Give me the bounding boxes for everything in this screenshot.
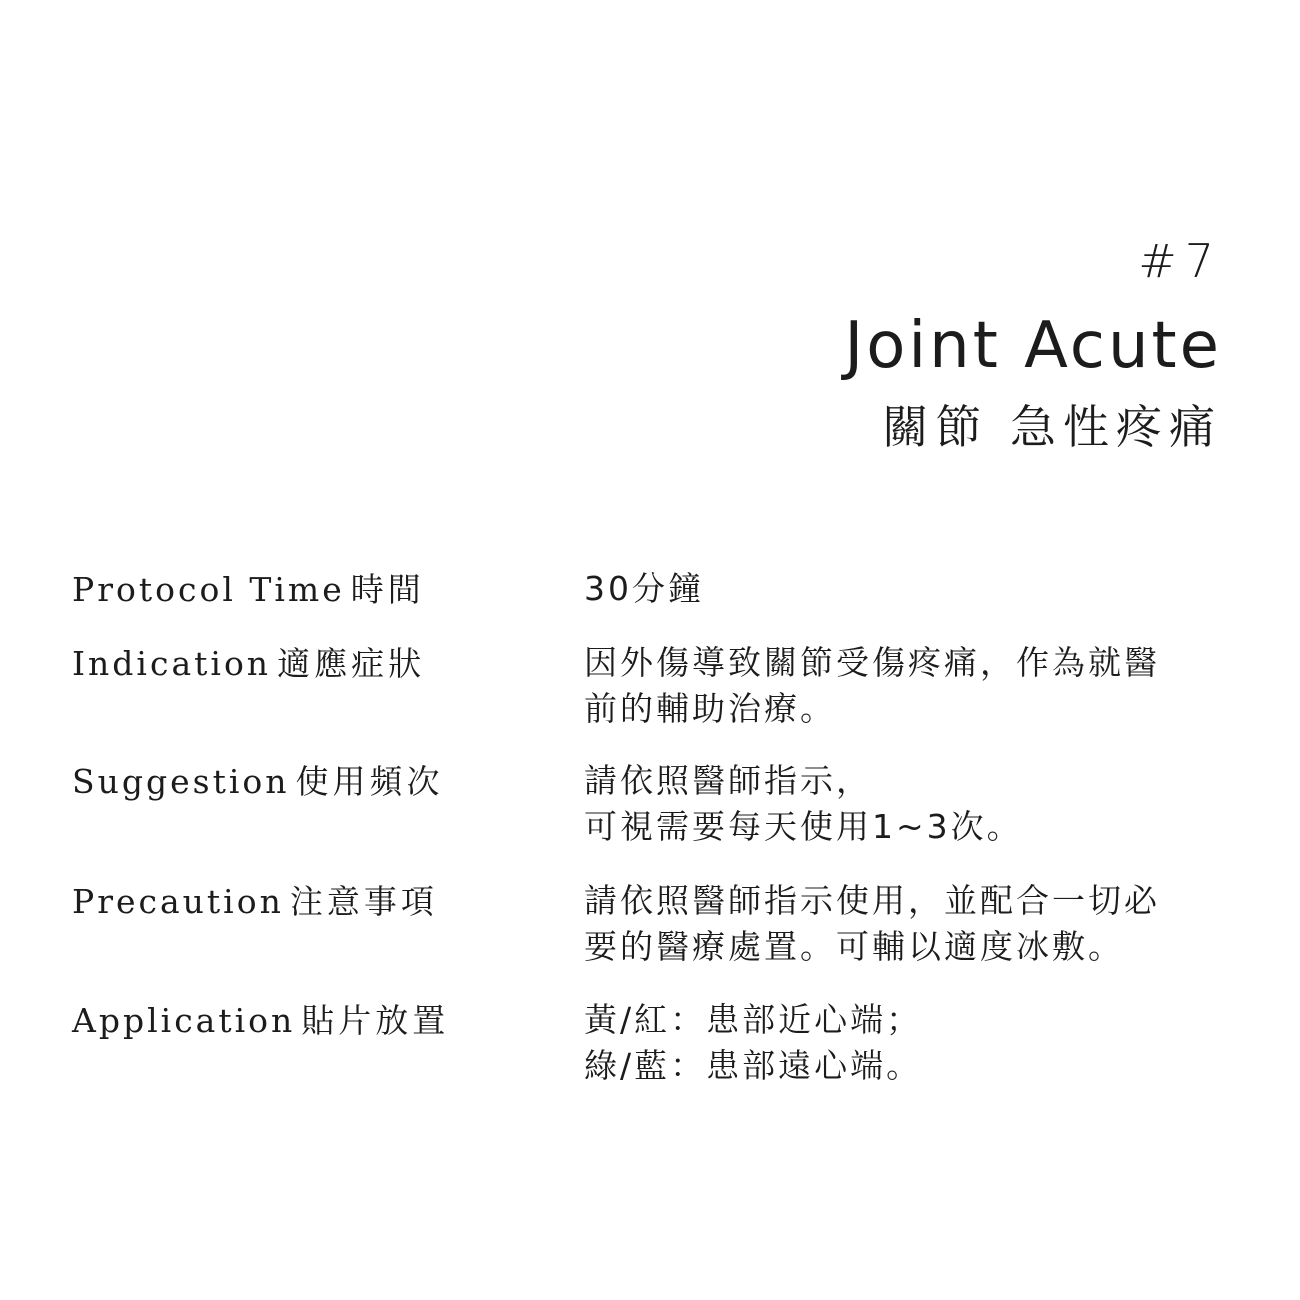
label-english: Suggestion	[72, 762, 290, 801]
label-chinese: 使用頻次	[295, 762, 444, 801]
label-english: Indication	[72, 644, 272, 683]
row-label	[72, 644, 425, 685]
row-value	[584, 878, 1234, 970]
title-english: Joint Acute	[844, 309, 1222, 383]
value-line: 30分鐘	[584, 569, 704, 608]
row-label	[72, 882, 438, 923]
row-value	[584, 566, 1234, 612]
value-line: 因外傷導致關節受傷疼痛，作為就醫	[584, 643, 1160, 682]
label-chinese: 時間	[350, 570, 425, 609]
value-line: 請依照醫師指示使用，並配合一切必	[584, 881, 1160, 920]
label-english: Protocol Time	[72, 570, 345, 609]
value-line: 可視需要每天使用1~3次。	[584, 807, 1023, 846]
label-chinese: 貼片放置	[301, 1001, 450, 1040]
label-english: Application	[72, 1001, 296, 1040]
label-chinese: 適應症狀	[277, 644, 426, 683]
row-value	[584, 758, 1234, 850]
protocol-number: #7	[1138, 234, 1222, 288]
title-chinese: 關節 急性疼痛	[882, 400, 1222, 454]
row-label	[72, 762, 444, 803]
label-english: Precaution	[72, 882, 284, 921]
value-line: 前的輔助治療。	[584, 689, 836, 728]
value-line: 要的醫療處置。可輔以適度冰敷。	[584, 927, 1124, 966]
row-value	[584, 640, 1234, 732]
row-label	[72, 570, 425, 611]
row-label	[72, 1001, 449, 1042]
label-chinese: 注意事項	[289, 882, 438, 921]
value-line: 請依照醫師指示，	[584, 761, 872, 800]
header	[844, 234, 1222, 454]
row-value	[584, 997, 1234, 1089]
value-line: 黃/紅：患部近心端；	[584, 1000, 923, 1039]
value-line: 綠/藍：患部遠心端。	[584, 1046, 923, 1085]
